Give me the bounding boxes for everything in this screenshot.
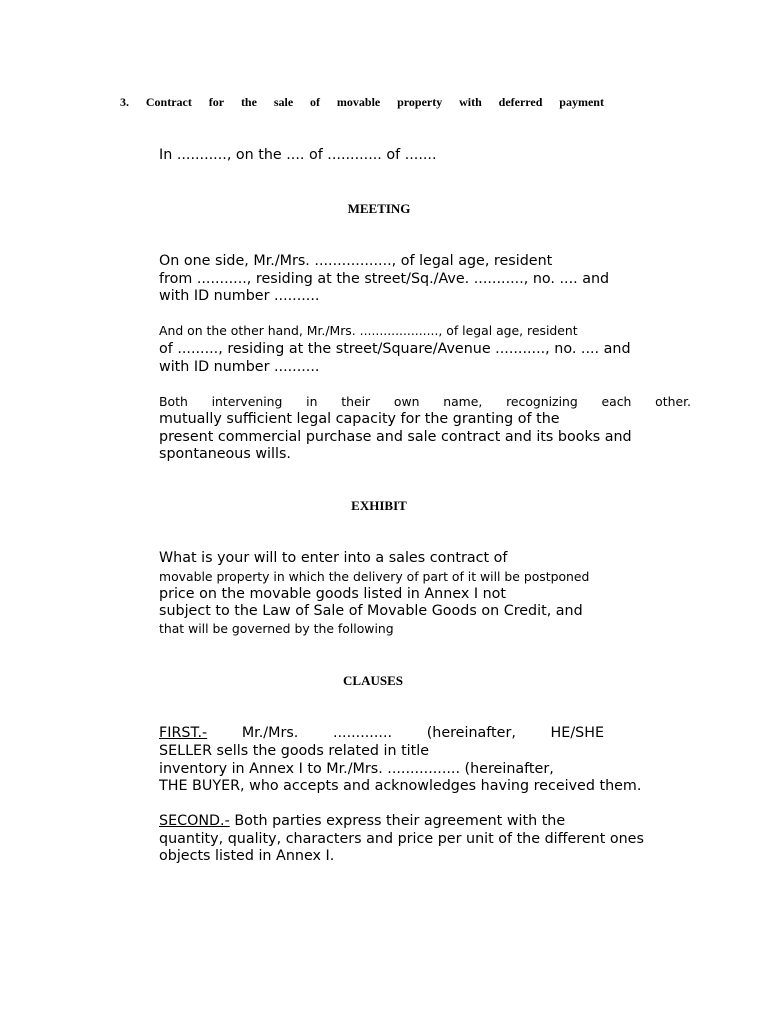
first-clause-word: HE/SHE [550,725,604,741]
capacity-word: in [306,394,318,409]
capacity-word: other. [655,394,691,409]
capacity-line: spontaneous wills. [159,446,291,462]
heading-word: of [310,95,321,109]
capacity-first-line [159,393,691,410]
first-clause-line: SELLER sells the goods related in title [159,743,430,759]
capacity-word: their [341,394,371,409]
second-clause-line [159,813,565,830]
exhibit-line: What is your will to enter into a sales contract of [159,550,508,566]
document-heading [120,95,604,110]
heading-word: property [397,95,443,109]
exhibit-line: movable property in which the delivery of part of it will be postponed [159,569,590,584]
second-clause-label: SECOND.- [159,813,230,829]
heading-word: with [459,95,482,109]
first-clause-line: inventory in Annex I to Mr./Mrs. ................ (hereinafter, [159,761,554,777]
heading-word: for [208,95,225,109]
intro-line: In ..........., on the .... of ............ of ....... [159,147,437,163]
heading-word: deferred [498,95,543,109]
capacity-line: present commercial purchase and sale contract and its books and [159,429,632,445]
capacity-word: intervening [211,394,283,409]
capacity-word: recognizing [506,394,578,409]
capacity-word: own [393,394,420,409]
party1-line: On one side, Mr./Mrs. ................., of legal age, resident [159,253,553,269]
first-clause-label: FIRST.- [159,725,208,741]
capacity-word: name, [443,394,483,409]
heading-word: payment [559,95,604,109]
exhibit-line: subject to the Law of Sale of Movable Goods on Credit, and [159,603,583,619]
exhibit-line: price on the movable goods listed in Annex I not [159,586,507,602]
exhibit-line: that will be governed by the following [159,621,394,636]
party2-line: with ID number .......... [159,359,320,375]
second-clause-line: objects listed in Annex I. [159,848,335,864]
clauses-title: CLAUSES [343,673,403,688]
heading-word: movable [336,95,381,109]
capacity-word: each [601,394,632,409]
party1-line: from ..........., residing at the street/Sq./Ave. ..........., no. .... and [159,271,610,287]
heading-word: sale [273,95,294,109]
second-clause-line: quantity, quality, characters and price per unit of the different ones [159,831,644,847]
first-clause-word: ............. [332,725,393,741]
first-clause-line [159,725,604,742]
party2-line: And on the other hand, Mr./Mrs. ...................., of legal age, resident [159,323,578,338]
meeting-title: MEETING [347,201,411,216]
first-clause-word: Mr./Mrs. [241,725,299,741]
exhibit-title: EXHIBIT [351,498,407,513]
capacity-line: mutually sufficient legal capacity for the granting of the [159,411,560,427]
heading-number: 3. [120,95,129,109]
heading-word: the [240,95,257,109]
first-clause-word: (hereinafter, [426,725,516,741]
party2-line: of ........., residing at the street/Square/Avenue ..........., no. .... and [159,341,631,357]
heading-word: Contract [145,95,192,109]
capacity-word: Both [159,394,188,409]
first-clause-line: THE BUYER, who accepts and acknowledges having received them. [159,778,642,794]
second-clause-text: Both parties express their agreement with the [234,813,566,829]
party1-line: with ID number .......... [159,288,320,304]
